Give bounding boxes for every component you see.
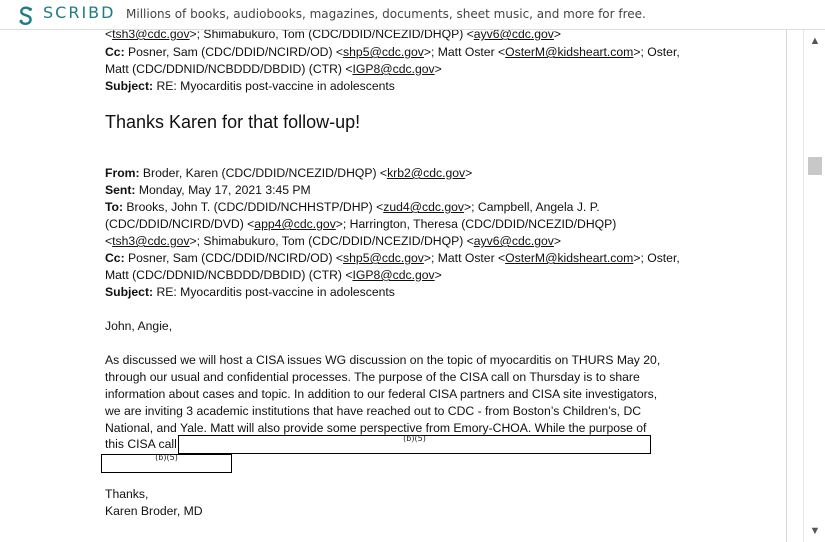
brand-name[interactable]: SCRIBD — [43, 3, 116, 22]
subject-label: Subject: — [105, 79, 154, 93]
email-from-line — [105, 165, 472, 182]
email-link[interactable]: ayv6@cdc.gov — [473, 30, 554, 41]
body-line-3: information about cases and topic. In addition to our federal CISA partners and CISA site investigators, — [105, 387, 658, 401]
text: Brooks, John T. (CDC/DDID/NCHHSTP/DHP) < — [123, 200, 384, 214]
text: > — [434, 62, 442, 76]
document-page — [0, 30, 787, 542]
email-link[interactable]: shp5@cdc.gov — [343, 45, 424, 59]
text: Broder, Karen (CDC/DDID/NCEZID/DHQP) < — [139, 166, 388, 180]
signoff: Thanks, — [105, 487, 149, 501]
top-bar — [0, 0, 825, 30]
body-line-6: this CISA call — [105, 437, 177, 451]
email-cc-line-2 — [105, 267, 442, 284]
email-link[interactable]: ayv6@cdc.gov — [473, 234, 554, 248]
body-line-5: National, and Yale. Matt will also provide some perspective from Emory-CHOA. While the purpose of — [105, 421, 647, 435]
greeting: John, Angie, — [105, 319, 173, 333]
email-link[interactable]: OsterM@kidsheart.com — [505, 251, 634, 265]
text: Monday, May 17, 2021 3:45 PM — [135, 183, 311, 197]
text: >; Oster, — [633, 45, 680, 59]
text: > — [553, 30, 562, 41]
text: >; Matt Oster < — [423, 251, 506, 265]
email-link[interactable]: IGP8@cdc.gov — [352, 62, 435, 76]
text: >; Campbell, Angela J. P. — [464, 200, 600, 214]
text: Posner, Sam (CDC/DDID/NCIRD/OD) < — [124, 45, 344, 59]
text: RE: Myocarditis post-vaccine in adolescents — [153, 79, 395, 93]
vertical-scrollbar[interactable] — [803, 30, 825, 542]
email-link[interactable]: shp5@cdc.gov — [343, 251, 424, 265]
text: < — [105, 234, 113, 248]
scrollbar-thumb[interactable] — [808, 157, 822, 175]
text: > — [434, 268, 442, 282]
redaction-label: (b)(5) — [403, 434, 426, 443]
text: RE: Myocarditis post-vaccine in adolescents — [153, 285, 395, 299]
tagline: Millions of books, audiobooks, magazines, documents, sheet music, and more for free. — [126, 7, 646, 21]
email-link[interactable]: zud4@cdc.gov — [383, 200, 465, 214]
redaction-box — [178, 435, 651, 454]
email-cc-line — [105, 250, 680, 267]
text: Matt (CDC/DDNID/NCBDDD/DBDID) (CTR) < — [105, 62, 353, 76]
body-line-2: through our usual and confidential processes. The purpose of the CISA call on Thursday is to share — [105, 370, 640, 384]
text: > — [465, 166, 473, 180]
email-subject-line — [105, 284, 395, 301]
email-link[interactable]: IGP8@cdc.gov — [352, 268, 435, 282]
scroll-down-icon[interactable]: ▼ — [809, 525, 821, 537]
text: >; Harrington, Theresa (CDC/DDID/NCEZID/DHQP) — [335, 217, 617, 231]
cc-label: Cc: — [105, 251, 125, 265]
email-link[interactable]: krb2@cdc.gov — [387, 166, 466, 180]
email-top-cc-line — [105, 44, 680, 61]
scribd-logo-icon[interactable] — [15, 4, 37, 26]
email-link[interactable]: OsterM@kidsheart.com — [505, 45, 634, 59]
email-to-line — [105, 199, 600, 216]
text: >; Shimabukuro, Tom (CDC/DDID/NCEZID/DHQP) < — [189, 234, 474, 248]
email-top-subject-line — [105, 78, 395, 95]
email-to-line-3 — [105, 233, 561, 250]
text: >; Oster, — [633, 251, 680, 265]
signature: Karen Broder, MD — [105, 504, 203, 518]
reply-heading: Thanks Karen for that follow-up! — [105, 112, 361, 132]
text: >; Shimabukuro, Tom (CDC/DDID/NCEZID/DHQP) < — [189, 30, 474, 41]
text: >; Matt Oster < — [423, 45, 506, 59]
text: > — [553, 234, 562, 248]
redaction-label: (b)(5) — [155, 453, 178, 462]
email-top-cc-line-2 — [105, 61, 442, 78]
text: Posner, Sam (CDC/DDID/NCIRD/OD) < — [124, 251, 344, 265]
body-line-1: As discussed we will host a CISA issues WG discussion on the topic of myocarditis on THURS May 20, — [105, 353, 661, 367]
body-line-4: we are inviting 3 academic institutions that have reached out to CDC - from Boston’s Children’s, DC — [105, 404, 642, 418]
from-label: From: — [105, 166, 140, 180]
email-top-to-line: <tsh3@cdc.gov>; Shimabukuro, Tom (CDC/DDID/NCEZID/DHQP) <ayv6@cdc.gov> — [105, 30, 561, 43]
subject-label: Subject: — [105, 285, 154, 299]
document-viewer[interactable] — [0, 30, 803, 542]
sent-label: Sent: — [105, 183, 136, 197]
cc-label: Cc: — [105, 45, 125, 59]
email-link[interactable]: tsh3@cdc.gov — [112, 30, 190, 41]
scroll-up-icon[interactable]: ▲ — [809, 35, 821, 47]
email-sent-line — [105, 182, 311, 199]
text: (CDC/DDID/NCIRD/DVD) < — [105, 217, 255, 231]
text: Matt (CDC/DDNID/NCBDDD/DBDID) (CTR) < — [105, 268, 353, 282]
to-label: To: — [105, 200, 124, 214]
email-to-line-2 — [105, 216, 616, 233]
redaction-box — [101, 454, 232, 473]
email-link[interactable]: tsh3@cdc.gov — [112, 234, 190, 248]
email-link[interactable]: app4@cdc.gov — [254, 217, 336, 231]
